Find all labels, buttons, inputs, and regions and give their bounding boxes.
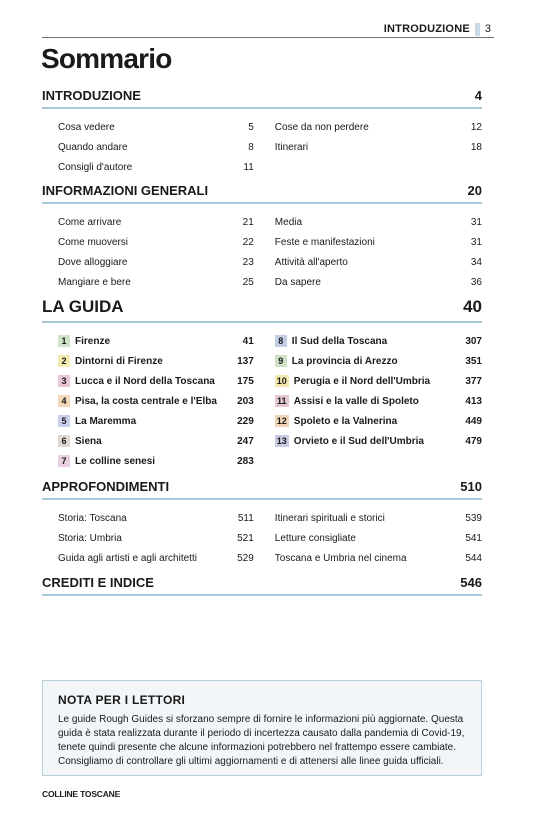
chapter-entry[interactable] [275,431,482,451]
section-page: 40 [463,297,482,316]
toc-entry-label: Consigli d'autore [58,161,133,173]
toc-entry[interactable] [58,548,254,568]
toc-entry-page: 521 [237,532,254,544]
toc-entry-page: 34 [470,256,482,268]
note-title: NOTA PER I LETTORI [58,693,186,707]
chapter-entry[interactable] [275,391,482,411]
toc-entry-page: 18 [470,141,482,153]
section-title: CREDITI E INDICE [42,575,154,590]
toc-entry-label: Toscana e Umbria nel cinema [274,552,407,564]
section-page: 20 [467,183,482,198]
chapter-label: Orvieto e il Sud dell'Umbria [293,435,424,447]
chapter-entry[interactable] [275,331,482,351]
footer-book-title: COLLINE TOSCANE [42,789,121,799]
toc-entry[interactable] [275,252,482,272]
chapter-label: La provincia di Arezzo [291,355,398,367]
chapter-page: 377 [465,375,482,387]
chapter-page: 137 [237,355,254,367]
chapter-page: 479 [465,435,482,447]
toc-entry[interactable] [275,137,482,157]
chapter-entry[interactable] [58,371,254,391]
toc-entry-label: Media [274,216,303,228]
toc-column-right [275,508,482,568]
running-head-page-number: 3 [484,23,491,35]
chapter-entry[interactable] [275,411,482,431]
toc-entry[interactable] [58,528,254,548]
toc-column-left [58,331,254,471]
toc-entry[interactable] [58,508,254,528]
section-rule [42,498,482,500]
top-rule [42,37,494,38]
toc-entry-label: Dove alloggiare [58,256,128,268]
toc-entry-label: Quando andare [58,141,128,153]
section-title: LA GUIDA [42,297,124,316]
section-informazioni-generali [42,182,482,292]
section-header[interactable] [42,574,482,590]
toc-column-left [58,508,254,568]
chapter-number-badge: 6 [58,435,70,447]
chapter-page: 229 [237,415,254,427]
toc-entry-label: Guida agli artisti e agli architetti [58,552,197,564]
toc-entry-page: 11 [243,161,254,173]
chapter-number-badge: 3 [58,375,70,387]
chapter-label: Spoleto e la Valnerina [293,415,398,427]
chapter-label: Il Sud della Toscana [291,335,388,347]
toc-column-right [275,331,482,471]
toc-entry-page: 8 [248,141,254,153]
section-introduzione [42,87,482,177]
toc-entry[interactable] [275,508,482,528]
section-header[interactable] [42,182,482,198]
chapter-page: 283 [237,455,254,467]
section-page: 546 [460,575,482,590]
chapter-label: Perugia e il Nord dell'Umbria [293,375,431,387]
running-head-title: INTRODUZIONE [383,23,470,35]
toc-entry-label: Come arrivare [58,216,122,228]
toc-entry[interactable] [275,212,482,232]
chapter-label: Siena [75,435,102,447]
chapter-number-badge: 1 [58,335,70,347]
toc-entry-label: Mangiare e bere [58,276,131,288]
toc-entry-page: 539 [465,512,482,524]
chapter-number-badge: 8 [275,335,287,347]
chapter-label: Firenze [75,335,111,347]
section-rule [42,594,482,596]
section-title: INFORMAZIONI GENERALI [42,183,209,198]
toc-entry-label: Feste e manifestazioni [274,236,375,248]
toc-entry-label: Storia: Toscana [58,512,127,524]
toc-entry-page: 511 [237,512,254,524]
chapter-label: Assisi e la valle di Spoleto [293,395,419,407]
chapter-page: 351 [465,355,482,367]
section-page: 4 [474,88,482,103]
section-title: APPROFONDIMENTI [42,479,170,494]
section-header[interactable] [42,478,482,494]
toc-entry-page: 529 [237,552,254,564]
chapter-entry[interactable] [58,431,254,451]
section-rule [42,107,482,109]
toc-column-right [275,212,482,292]
chapter-label: Lucca e il Nord della Toscana [75,375,215,387]
section-rule [42,202,482,204]
toc-entry-page: 22 [242,236,254,248]
chapter-number-badge: 12 [276,416,287,426]
toc-entry[interactable] [58,212,254,232]
toc-entry[interactable] [58,232,254,252]
toc-entry[interactable] [275,117,482,137]
toc-entry[interactable] [275,548,482,568]
chapter-page: 247 [237,435,254,447]
chapter-page: 413 [465,395,482,407]
running-head [384,22,491,36]
chapter-number-badge: 7 [58,455,70,467]
toc-entry-page: 12 [470,121,482,133]
toc-entry-label: Attività all'aperto [274,256,348,268]
section-header[interactable] [42,298,482,317]
chapter-page: 41 [242,335,254,347]
toc-entry-label: Cose da non perdere [274,121,369,133]
toc-entry-label: Itinerari [274,141,309,153]
chapter-number-badge: 13 [276,436,287,446]
chapter-number-badge: 2 [58,355,70,367]
toc-entry-label: Come muoversi [58,236,129,248]
chapter-page: 203 [237,395,254,407]
chapter-label: La Maremma [75,415,137,427]
toc-entry-page: 544 [465,552,482,564]
chapter-entry[interactable] [58,391,254,411]
section-title: INTRODUZIONE [42,88,141,103]
chapter-label: Le colline senesi [75,455,156,467]
toc-entry-label: Itinerari spirituali e storici [274,512,385,524]
toc-entry[interactable] [58,117,254,137]
section-crediti-e-indice [42,574,482,596]
toc-entry-page: 31 [470,216,482,228]
toc-entry-label: Da sapere [274,276,321,288]
chapter-page: 449 [465,415,482,427]
chapter-entry[interactable] [58,411,254,431]
note-text: Le guide Rough Guides si sforzano sempre di fornire le informazioni più aggiornate. Questa guida è stata realizzata durante il periodo di incertezza causato dalla pandemia di Covid-19, tenete quindi presente che alcune informazioni potrebbero nel frattempo essere cambiate. Consigliamo di controllare gli ultimi aggiornamenti e di attenersi alle linee guida ufficiali. [58,714,465,767]
section-header[interactable] [42,87,482,103]
toc-entry-page: 541 [465,532,482,544]
running-head-bar [475,23,480,36]
chapter-label: Pisa, la costa centrale e l'Elba [75,395,217,407]
toc-entry-label: Letture consigliate [274,532,356,544]
toc-entry-page: 31 [470,236,482,248]
toc-entry[interactable] [275,232,482,252]
chapter-entry[interactable] [58,451,254,471]
chapter-number-badge: 9 [275,355,287,367]
toc-entry-page: 23 [242,256,254,268]
toc-entry[interactable] [275,272,482,292]
toc-entry-page: 25 [242,276,254,288]
chapter-entry[interactable] [58,351,254,371]
section-approfondimenti [42,478,482,568]
toc-column-left [58,117,254,177]
chapter-number-badge: 5 [58,415,70,427]
section-page: 510 [460,479,482,494]
toc-column-right [275,117,482,177]
chapter-number-badge: 10 [276,376,287,386]
section-rule [42,321,482,323]
chapter-label: Dintorni di Firenze [75,355,163,367]
chapter-number-badge: 11 [275,395,289,407]
toc-entry-label: Cosa vedere [58,121,115,133]
toc-entry-page: 21 [242,216,254,228]
note-box [42,680,482,776]
page-title: Sommario [41,43,172,74]
toc-entry[interactable] [58,272,254,292]
toc-entry[interactable] [275,528,482,548]
chapter-number-badge: 4 [58,395,70,407]
section-la-guida [42,298,482,471]
chapter-entry[interactable] [275,351,482,371]
chapter-page: 175 [237,375,254,387]
toc-entry[interactable] [58,252,254,272]
toc-column-left [58,212,254,292]
toc-entry-label: Storia: Umbria [58,532,122,544]
toc-entry-page: 5 [248,121,254,133]
chapter-page: 307 [465,335,482,347]
toc-entry[interactable] [58,137,254,157]
toc-entry-page: 36 [470,276,482,288]
chapter-entry[interactable] [275,371,482,391]
chapter-entry[interactable] [58,331,254,351]
toc-entry[interactable] [58,157,254,177]
